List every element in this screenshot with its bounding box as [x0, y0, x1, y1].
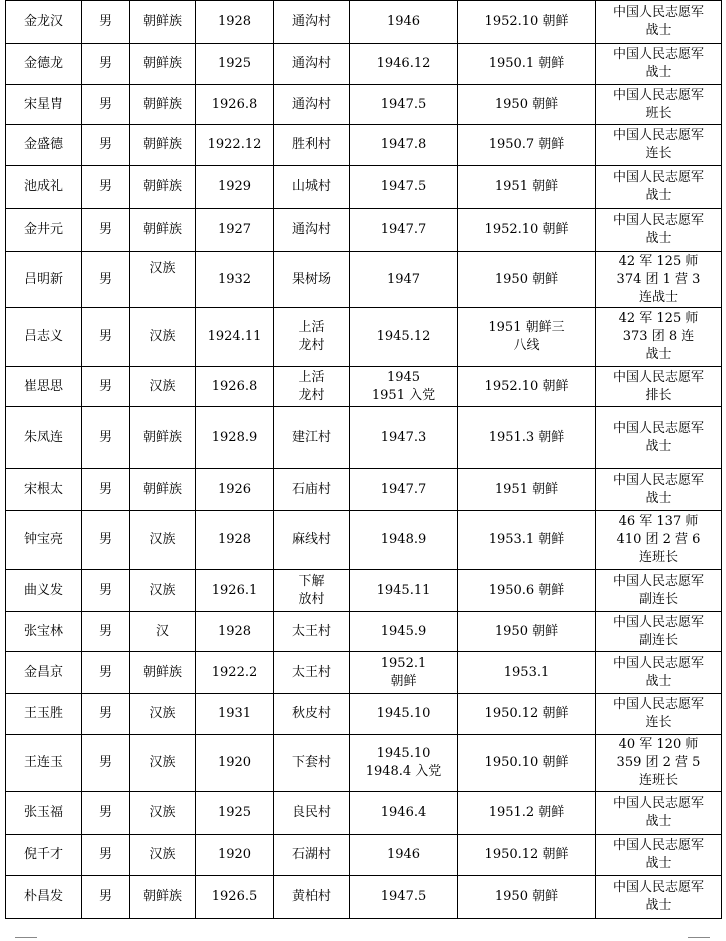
gender-cell: 男: [82, 652, 130, 694]
gender-cell: 男: [82, 85, 130, 125]
village-cell: 良民村: [274, 792, 350, 835]
name-cell: 宋根太: [6, 469, 82, 511]
village-cell: 果树场: [274, 252, 350, 308]
born-cell: 1926.8: [196, 367, 274, 407]
gender-cell: 男: [82, 876, 130, 919]
name-cell: 金昌京: [6, 652, 82, 694]
korea-cell: 1950.6 朝鲜: [458, 570, 596, 612]
gender-cell: 男: [82, 44, 130, 85]
born-cell: 1922.12: [196, 125, 274, 166]
joined-cell: 1945.12: [350, 308, 458, 367]
table-row: [6, 367, 722, 407]
table-row: [6, 44, 722, 85]
table-row: [6, 1, 722, 44]
table-row: [6, 694, 722, 735]
village-cell: 麻线村: [274, 511, 350, 570]
born-cell: 1926.5: [196, 876, 274, 919]
name-cell: 张宝林: [6, 612, 82, 652]
korea-cell: 1950 朝鲜: [458, 612, 596, 652]
ethnicity-cell: 朝鲜族: [130, 876, 196, 919]
joined-cell: 1947: [350, 252, 458, 308]
joined-cell: 1945.10: [350, 694, 458, 735]
name-cell: 张玉福: [6, 792, 82, 835]
table-row: [6, 166, 722, 209]
page-edge-mark: [15, 937, 37, 938]
korea-cell: 1950.10 朝鲜: [458, 735, 596, 792]
village-cell: 下解 放村: [274, 570, 350, 612]
gender-cell: 男: [82, 407, 130, 469]
village-cell: 山城村: [274, 166, 350, 209]
korea-cell: 1953.1 朝鲜: [458, 511, 596, 570]
ethnicity-cell: 汉族: [130, 835, 196, 876]
joined-cell: 1946.12: [350, 44, 458, 85]
veterans-table: [5, 0, 722, 919]
ethnicity-cell: 汉族: [130, 367, 196, 407]
joined-cell: 1947.8: [350, 125, 458, 166]
ethnicity-cell: 朝鲜族: [130, 209, 196, 252]
village-cell: 黄柏村: [274, 876, 350, 919]
name-cell: 朴昌发: [6, 876, 82, 919]
joined-cell: 1948.9: [350, 511, 458, 570]
table-row: [6, 252, 722, 308]
unit-cell: 中国人民志愿军 战士: [596, 209, 722, 252]
name-cell: 钟宝亮: [6, 511, 82, 570]
ethnicity-cell: 朝鲜族: [130, 652, 196, 694]
born-cell: 1925: [196, 44, 274, 85]
gender-cell: 男: [82, 511, 130, 570]
gender-cell: 男: [82, 570, 130, 612]
korea-cell: 1951.3 朝鲜: [458, 407, 596, 469]
gender-cell: 男: [82, 308, 130, 367]
name-cell: 朱凤连: [6, 407, 82, 469]
name-cell: 金盛德: [6, 125, 82, 166]
gender-cell: 男: [82, 367, 130, 407]
unit-cell: 中国人民志愿军 战士: [596, 792, 722, 835]
village-cell: 下套村: [274, 735, 350, 792]
joined-cell: 1952.1 朝鲜: [350, 652, 458, 694]
table-row: [6, 835, 722, 876]
table-row: [6, 652, 722, 694]
gender-cell: 男: [82, 469, 130, 511]
born-cell: 1928: [196, 511, 274, 570]
name-cell: 曲义发: [6, 570, 82, 612]
joined-cell: 1947.5: [350, 876, 458, 919]
table-row: [6, 735, 722, 792]
ethnicity-cell: 朝鲜族: [130, 407, 196, 469]
unit-cell: 中国人民志愿军 战士: [596, 1, 722, 44]
table-row: [6, 407, 722, 469]
korea-cell: 1950.1 朝鲜: [458, 44, 596, 85]
joined-cell: 1947.3: [350, 407, 458, 469]
ethnicity-cell: 朝鲜族: [130, 166, 196, 209]
born-cell: 1928: [196, 612, 274, 652]
gender-cell: 男: [82, 1, 130, 44]
table-row: [6, 876, 722, 919]
unit-cell: 中国人民志愿军 战士: [596, 652, 722, 694]
gender-cell: 男: [82, 125, 130, 166]
village-cell: 通沟村: [274, 209, 350, 252]
joined-cell: 1947.5: [350, 166, 458, 209]
born-cell: 1922.2: [196, 652, 274, 694]
unit-cell: 中国人民志愿军 副连长: [596, 570, 722, 612]
unit-cell: 中国人民志愿军 连长: [596, 694, 722, 735]
unit-cell: 中国人民志愿军 战士: [596, 876, 722, 919]
korea-cell: 1950.12 朝鲜: [458, 835, 596, 876]
table-row: [6, 308, 722, 367]
korea-cell: 1950 朝鲜: [458, 85, 596, 125]
unit-cell: 中国人民志愿军 战士: [596, 166, 722, 209]
korea-cell: 1951 朝鲜三 八线: [458, 308, 596, 367]
gender-cell: 男: [82, 835, 130, 876]
village-cell: 建江村: [274, 407, 350, 469]
gender-cell: 男: [82, 209, 130, 252]
unit-cell: 42 军 125 师 373 团 8 连 战士: [596, 308, 722, 367]
born-cell: 1926: [196, 469, 274, 511]
name-cell: 吕志义: [6, 308, 82, 367]
ethnicity-cell: 汉族: [130, 570, 196, 612]
korea-cell: 1950.12 朝鲜: [458, 694, 596, 735]
name-cell: 金井元: [6, 209, 82, 252]
korea-cell: 1951 朝鲜: [458, 166, 596, 209]
village-cell: 胜利村: [274, 125, 350, 166]
unit-cell: 40 军 120 师 359 团 2 营 5 连班长: [596, 735, 722, 792]
korea-cell: 1952.10 朝鲜: [458, 209, 596, 252]
unit-cell: 中国人民志愿军 战士: [596, 407, 722, 469]
name-cell: 王玉胜: [6, 694, 82, 735]
unit-cell: 中国人民志愿军 战士: [596, 835, 722, 876]
born-cell: 1928: [196, 1, 274, 44]
village-cell: 太王村: [274, 652, 350, 694]
village-cell: 石湖村: [274, 835, 350, 876]
gender-cell: 男: [82, 252, 130, 308]
born-cell: 1926.8: [196, 85, 274, 125]
joined-cell: 1946: [350, 835, 458, 876]
village-cell: 秋皮村: [274, 694, 350, 735]
ethnicity-cell: 汉族: [130, 308, 196, 367]
table-body: [6, 1, 722, 919]
table-row: [6, 511, 722, 570]
born-cell: 1927: [196, 209, 274, 252]
born-cell: 1931: [196, 694, 274, 735]
joined-cell: 1946: [350, 1, 458, 44]
ethnicity-cell: 汉族: [130, 694, 196, 735]
gender-cell: 男: [82, 735, 130, 792]
born-cell: 1926.1: [196, 570, 274, 612]
born-cell: 1932: [196, 252, 274, 308]
page-edge-mark: [688, 937, 710, 938]
ethnicity-cell: 汉族: [130, 252, 196, 308]
ethnicity-cell: 朝鲜族: [130, 469, 196, 511]
ethnicity-cell: 朝鲜族: [130, 85, 196, 125]
ethnicity-cell: 朝鲜族: [130, 125, 196, 166]
korea-cell: 1950 朝鲜: [458, 252, 596, 308]
table-row: [6, 469, 722, 511]
village-cell: 上活 龙村: [274, 367, 350, 407]
village-cell: 通沟村: [274, 1, 350, 44]
table-row: [6, 85, 722, 125]
name-cell: 吕明新: [6, 252, 82, 308]
unit-cell: 中国人民志愿军 班长: [596, 85, 722, 125]
gender-cell: 男: [82, 694, 130, 735]
ethnicity-cell: 汉族: [130, 735, 196, 792]
ethnicity-cell: 汉族: [130, 511, 196, 570]
gender-cell: 男: [82, 792, 130, 835]
korea-cell: 1951.2 朝鲜: [458, 792, 596, 835]
village-cell: 太王村: [274, 612, 350, 652]
unit-cell: 42 军 125 师 374 团 1 营 3 连战士: [596, 252, 722, 308]
joined-cell: 1946.4: [350, 792, 458, 835]
korea-cell: 1952.10 朝鲜: [458, 367, 596, 407]
village-cell: 通沟村: [274, 85, 350, 125]
name-cell: 宋星胄: [6, 85, 82, 125]
joined-cell: 1945.11: [350, 570, 458, 612]
table-row: [6, 612, 722, 652]
joined-cell: 1945.10 1948.4 入党: [350, 735, 458, 792]
gender-cell: 男: [82, 612, 130, 652]
unit-cell: 中国人民志愿军 战士: [596, 469, 722, 511]
korea-cell: 1950 朝鲜: [458, 876, 596, 919]
table-row: [6, 570, 722, 612]
joined-cell: 1945 1951 入党: [350, 367, 458, 407]
born-cell: 1929: [196, 166, 274, 209]
name-cell: 倪千才: [6, 835, 82, 876]
gender-cell: 男: [82, 166, 130, 209]
born-cell: 1928.9: [196, 407, 274, 469]
table-row: [6, 209, 722, 252]
village-cell: 上活 龙村: [274, 308, 350, 367]
born-cell: 1920: [196, 835, 274, 876]
unit-cell: 中国人民志愿军 副连长: [596, 612, 722, 652]
village-cell: 通沟村: [274, 44, 350, 85]
joined-cell: 1947.7: [350, 209, 458, 252]
name-cell: 金德龙: [6, 44, 82, 85]
name-cell: 崔思思: [6, 367, 82, 407]
ethnicity-cell: 朝鲜族: [130, 1, 196, 44]
ethnicity-cell: 汉: [130, 612, 196, 652]
village-cell: 石庙村: [274, 469, 350, 511]
ethnicity-cell: 朝鲜族: [130, 44, 196, 85]
korea-cell: 1953.1: [458, 652, 596, 694]
ethnicity-cell: 汉族: [130, 792, 196, 835]
unit-cell: 中国人民志愿军 战士: [596, 44, 722, 85]
table-row: [6, 125, 722, 166]
born-cell: 1924.11: [196, 308, 274, 367]
name-cell: 池成礼: [6, 166, 82, 209]
name-cell: 金龙汉: [6, 1, 82, 44]
name-cell: 王连玉: [6, 735, 82, 792]
joined-cell: 1945.9: [350, 612, 458, 652]
unit-cell: 中国人民志愿军 连长: [596, 125, 722, 166]
joined-cell: 1947.5: [350, 85, 458, 125]
born-cell: 1925: [196, 792, 274, 835]
table-row: [6, 792, 722, 835]
born-cell: 1920: [196, 735, 274, 792]
unit-cell: 中国人民志愿军 排长: [596, 367, 722, 407]
korea-cell: 1952.10 朝鲜: [458, 1, 596, 44]
korea-cell: 1951 朝鲜: [458, 469, 596, 511]
unit-cell: 46 军 137 师 410 团 2 营 6 连班长: [596, 511, 722, 570]
korea-cell: 1950.7 朝鲜: [458, 125, 596, 166]
joined-cell: 1947.7: [350, 469, 458, 511]
